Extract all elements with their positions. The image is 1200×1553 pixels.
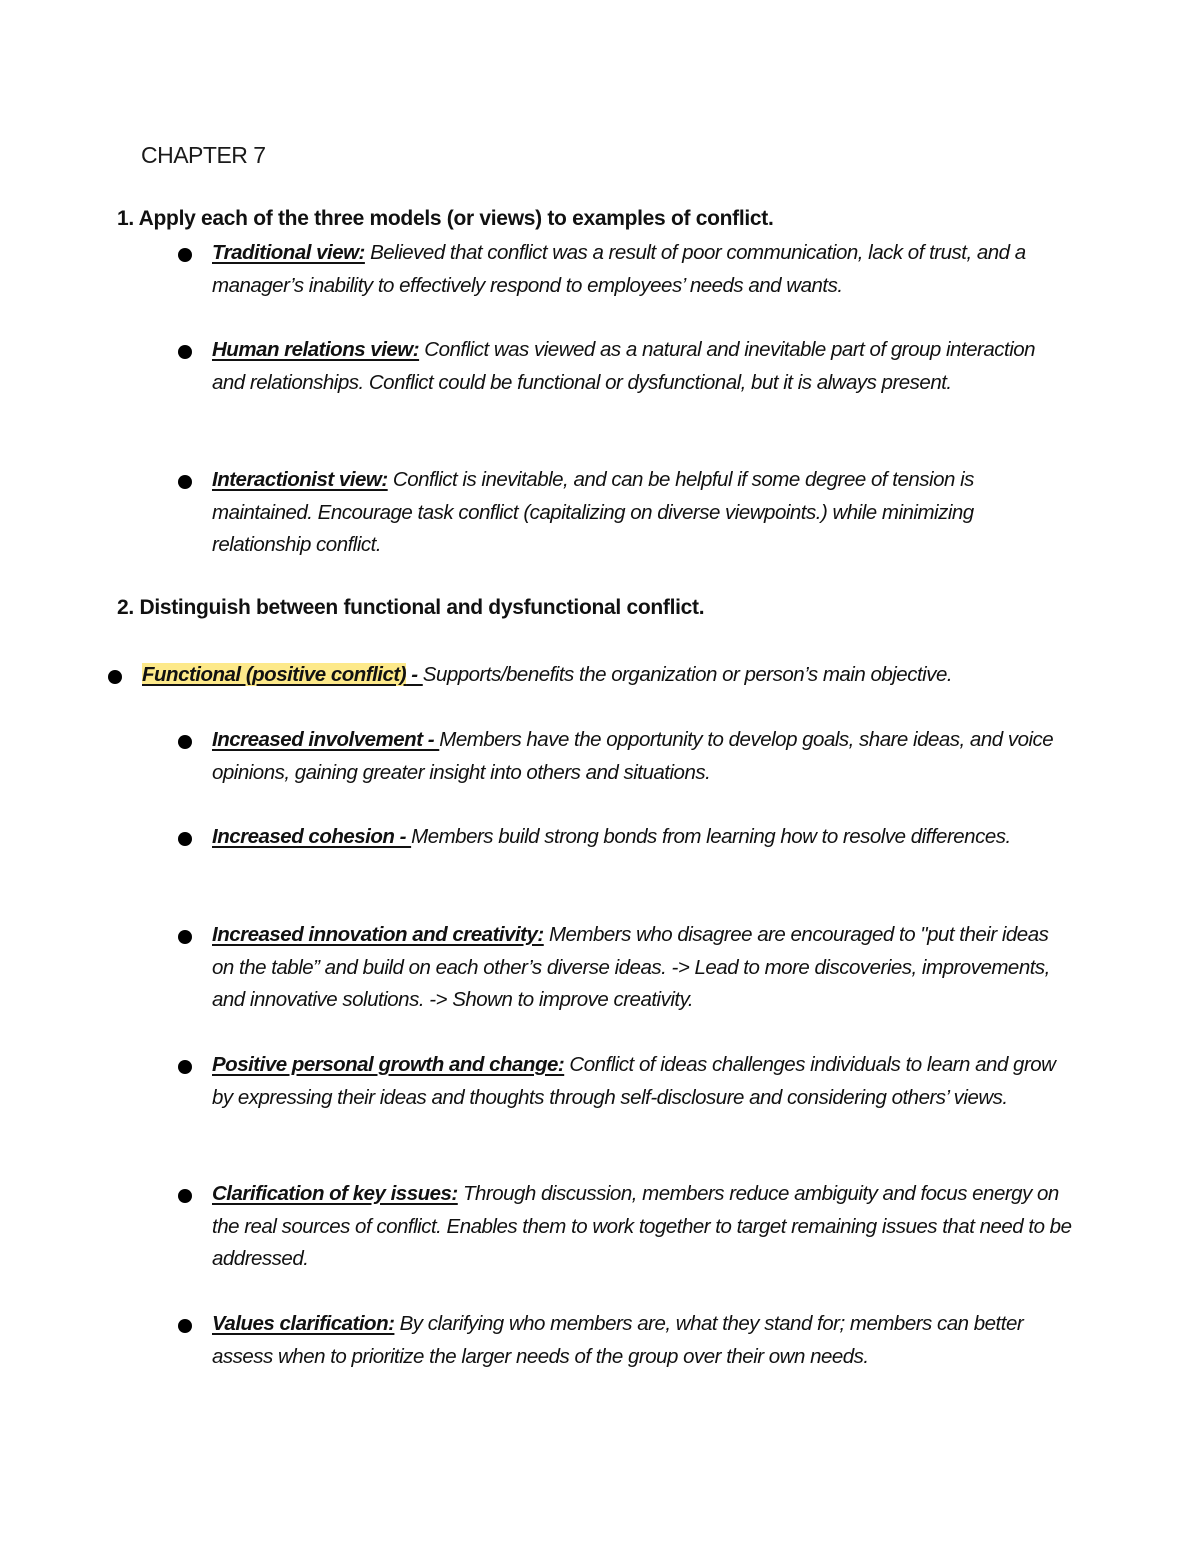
list-item-traditional-view [212,237,1072,302]
term-increased-involvement: Increased involvement - [212,728,440,751]
bullet-icon [178,345,192,359]
definition-values-clarification: By clarifying who members are, what they stand for; members can better assess when to prioritize the larger needs of the group over their own needs. [212,1312,1024,1368]
term-traditional-view: Traditional view: [212,241,365,264]
term-dash: - [406,663,423,686]
term-values-clarification: Values clarification: [212,1312,395,1335]
definition-interactionist-view: Conflict is inevitable, and can be helpful if some degree of tension is maintained. Encourage task conflict (capitalizing on diverse viewpoints.) while minimizing relationship conflict. [212,468,974,556]
list-item-personal-growth [212,1049,1072,1114]
list-item-clarification-key-issues [212,1178,1072,1276]
question-2: 2. Distinguish between functional and dysfunctional conflict. [117,596,705,619]
list-item-interactionist-view [212,464,1072,562]
bullet-icon [178,735,192,749]
bullet-icon [178,1319,192,1333]
term-personal-growth: Positive personal growth and change: [212,1053,565,1076]
definition-clarification-key-issues: Through discussion, members reduce ambiguity and focus energy on the real sources of conflict. Enables them to work together to target remaining issues that need to be addressed. [212,1182,1072,1270]
list-item-increased-cohesion [212,821,1072,854]
list-item-innovation-creativity [212,919,1072,1017]
bullet-icon [178,1060,192,1074]
definition-increased-cohesion: Members build strong bonds from learning how to resolve differences. [411,825,1011,848]
term-increased-cohesion: Increased cohesion - [212,825,412,848]
term-innovation-creativity: Increased innovation and creativity: [212,923,544,946]
definition-personal-growth: Conflict of ideas challenges individuals to learn and grow by expressing their ideas and thoughts through self-disclosure and considering others’ views. [212,1053,1056,1109]
definition-traditional-view: Believed that conflict was a result of poor communication, lack of trust, and a manager’s inability to effectively respond to employees’ needs and wants. [212,241,1026,297]
list-item-values-clarification [212,1308,1072,1373]
bullet-icon [178,832,192,846]
bullet-icon [108,670,122,684]
chapter-heading: CHAPTER 7 [141,142,266,168]
term-interactionist-view: Interactionist view: [212,468,388,491]
definition-human-relations-view: Conflict was viewed as a natural and inevitable part of group interaction and relationships. Conflict could be functional or dysfunctional, but it is always present. [212,338,1036,394]
question-1: 1. Apply each of the three models (or views) to examples of conflict. [117,207,774,230]
bullet-icon [178,1189,192,1203]
list-item-functional-conflict [142,659,1072,692]
bullet-icon [178,475,192,489]
list-item-increased-involvement [212,724,1072,789]
list-item-human-relations-view [212,334,1072,399]
definition-functional-conflict: Supports/benefits the organization or person’s main objective. [422,663,953,686]
definition-increased-involvement: Members have the opportunity to develop goals, share ideas, and voice opinions, gaining greater insight into others and situations. [212,728,1054,784]
term-human-relations-view: Human relations view: [212,338,420,361]
bullet-icon [178,930,192,944]
term-functional-conflict: Functional (positive conflict) [142,663,407,686]
definition-innovation-creativity: Members who disagree are encouraged to "put their ideas on the table” and build on each other’s diverse ideas. -> Lead to more discoveries, improvements, and innovative solutions. -> Shown to improve creativity. [212,923,1050,1011]
bullet-icon [178,248,192,262]
term-clarification-key-issues: Clarification of key issues: [212,1182,458,1205]
